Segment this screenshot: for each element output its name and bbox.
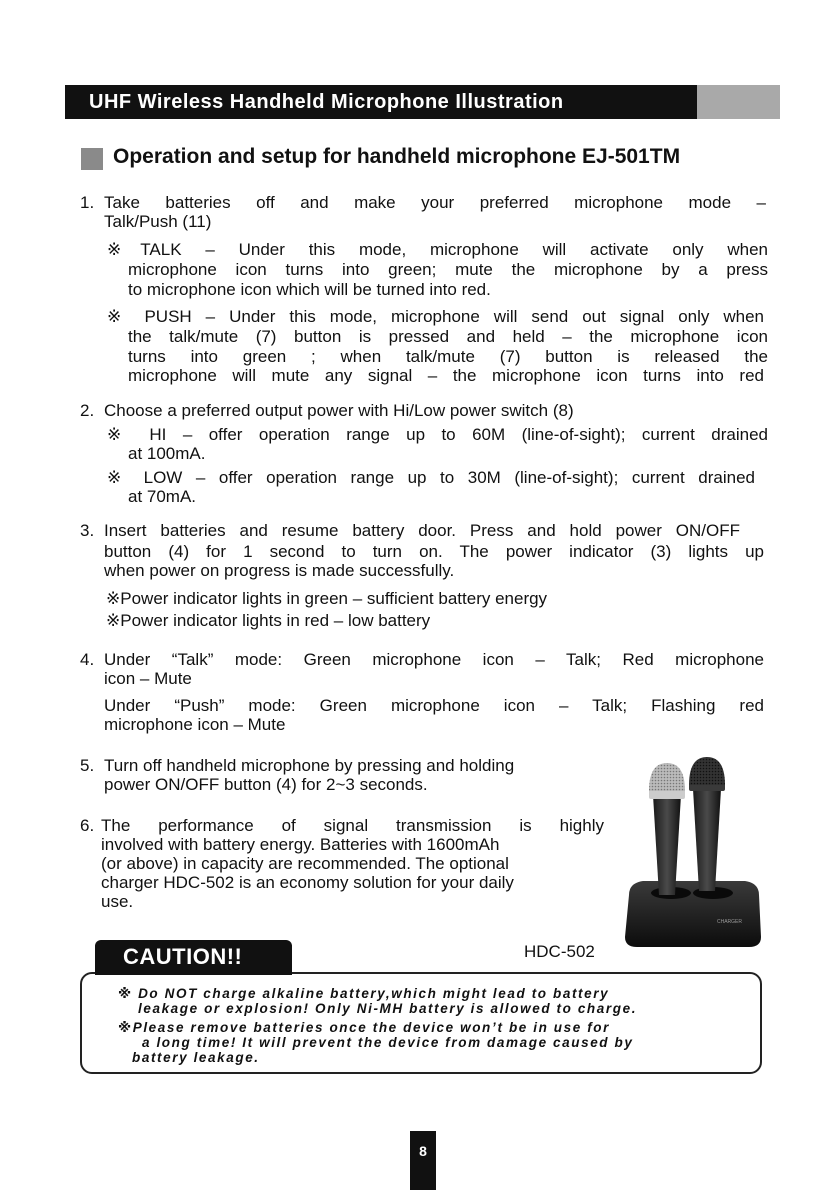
item-5-line: Turn off handheld microphone by pressing and holding (104, 756, 515, 775)
item-4-line: icon – Mute (104, 669, 192, 688)
page-number: 8 (419, 1143, 427, 1159)
talk-note-line: microphone icon turns into green; mute the microphone by a press (128, 260, 768, 279)
item-2-number: 2. (80, 401, 95, 420)
page-number-tab (410, 1131, 436, 1190)
item-4-line: microphone icon – Mute (104, 715, 286, 734)
item-4-number: 4. (80, 650, 95, 669)
charger-product-image (621, 755, 763, 950)
talk-note-line: ※TALK – Under this mode, microphone will activate only when (107, 240, 768, 259)
item-4-line: Under “Push” mode: Green microphone icon – Talk; Flashing red (104, 696, 764, 715)
caution-warning-line: battery leakage. (132, 1050, 260, 1065)
item-6-line: charger HDC-502 is an economy solution for your daily (101, 873, 514, 892)
header-title: UHF Wireless Handheld Microphone Illustration (89, 91, 564, 113)
hi-note-line: ※ HI – offer operation range up to 60M (line-of-sight); current drained (107, 425, 768, 444)
item-1-number: 1. (80, 193, 95, 212)
item-5-number: 5. (80, 756, 95, 775)
caution-warning-line: a long time! It will prevent the device from damage caused by (142, 1035, 634, 1050)
caution-tab (95, 940, 292, 975)
indicator-note: ※Power indicator lights in green – sufficient battery energy (106, 589, 548, 608)
caution-box (80, 972, 762, 1074)
talk-note-line: to microphone icon which will be turned into red. (128, 280, 491, 299)
item-3-number: 3. (80, 521, 95, 540)
item-6-line: (or above) in capacity are recommended. The optional (101, 854, 509, 873)
item-3-line: when power on progress is made successfully. (104, 561, 455, 580)
push-note-line: turns into green ; when talk/mute (7) button is released the (128, 347, 768, 366)
push-note-line: ※ PUSH – Under this mode, microphone will send out signal only when (107, 307, 764, 326)
item-6-line: use. (101, 892, 134, 911)
item-3-line: Insert batteries and resume battery door. Press and hold power ON/OFF (104, 521, 740, 540)
svg-text:CHARGER: CHARGER (717, 919, 743, 925)
hi-note-line: at 100mA. (128, 444, 206, 463)
image-caption: HDC-502 (524, 942, 595, 961)
item-3-line: button (4) for 1 second to turn on. The power indicator (3) lights up (104, 542, 764, 561)
item-2-line: Choose a preferred output power with Hi/Low power switch (8) (104, 401, 574, 420)
section-marker (81, 148, 103, 170)
item-6-line: involved with battery energy. Batteries with 1600mAh (101, 835, 500, 854)
caution-warning-line: leakage or explosion! Only Ni-MH battery is allowed to charge. (138, 1001, 638, 1016)
header-title-bar (65, 85, 697, 119)
item-1-line: Take batteries off and make your preferred microphone mode – (104, 193, 766, 212)
push-note-line: microphone will mute any signal – the microphone icon turns into red (128, 366, 764, 385)
header-band (65, 85, 780, 119)
item-6-line: The performance of signal transmission is highly (101, 816, 604, 835)
low-note-line: at 70mA. (128, 487, 197, 506)
low-note-line: ※ LOW – offer operation range up to 30M (line-of-sight); current drained (107, 468, 755, 487)
push-note-line: the talk/mute (7) button is pressed and held – the microphone icon (128, 327, 768, 346)
caution-warning-line: ※ Do NOT charge alkaline battery,which might lead to battery (118, 986, 610, 1001)
caution-warning-line: ※Please remove batteries once the device won’t be in use for (118, 1020, 611, 1035)
item-1-line: Talk/Push (11) (104, 212, 212, 231)
section-title: Operation and setup for handheld microphone EJ-501TM (113, 145, 681, 168)
item-6-number: 6. (80, 816, 95, 835)
item-4-line: Under “Talk” mode: Green microphone icon – Talk; Red microphone (104, 650, 764, 669)
caution-label: CAUTION!! (123, 944, 243, 969)
indicator-note: ※Power indicator lights in red – low battery (106, 611, 431, 630)
item-5-line: power ON/OFF button (4) for 2~3 seconds. (104, 775, 428, 794)
